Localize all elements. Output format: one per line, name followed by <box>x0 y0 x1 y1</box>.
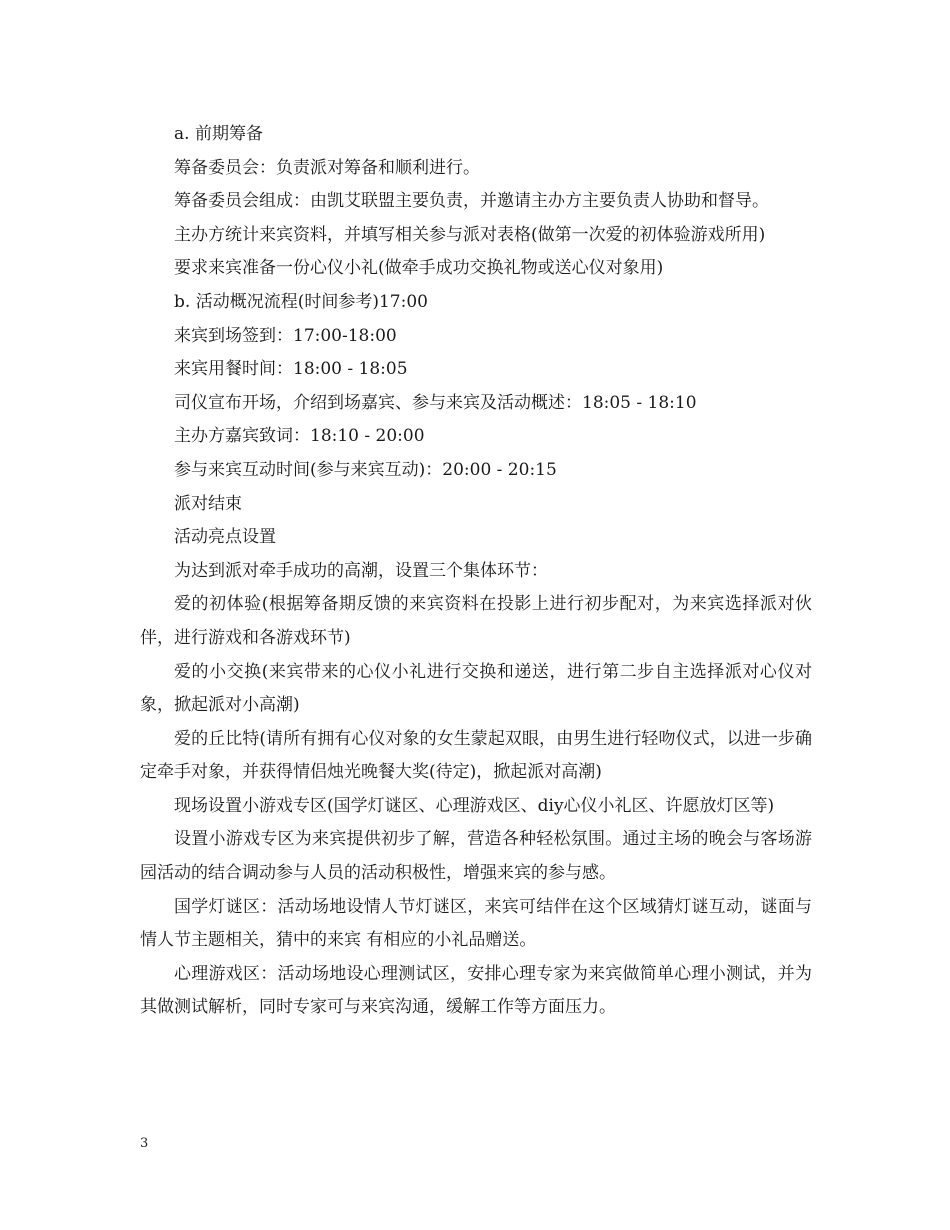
paragraph: 筹备委员会：负责派对筹备和顺利进行。 <box>174 157 480 178</box>
schedule-item: 参与来宾互动时间(参与来宾互动)：20:00 - 20:15 <box>174 459 557 480</box>
schedule-item: 来宾用餐时间：18:00 - 18:05 <box>174 359 408 380</box>
schedule-item: 主办方嘉宾致词：18:10 - 20:00 <box>174 426 425 447</box>
paragraph: 爱的小交换(来宾带来的心仪小礼进行交换和递送，进行第二步自主选择派对心仪对象，掀起派对小高潮) <box>140 661 812 716</box>
paragraph: 心理游戏区：活动场地设心理测试区，安排心理专家为来宾做简单心理小测试，并为其做测试解析，同时专家可与来宾沟通，缓解工作等方面压力。 <box>140 963 812 1018</box>
document-body <box>140 118 812 1025</box>
paragraph: 现场设置小游戏专区(国学灯谜区、心理游戏区、diy心仪小礼区、许愿放灯区等) <box>174 795 775 816</box>
section-heading-schedule: b. 活动概况流程(时间参考)17:00 <box>174 291 428 312</box>
paragraph: 爱的初体验(根据筹备期反馈的来宾资料在投影上进行初步配对，为来宾选择派对伙伴，进行游戏和各游戏环节) <box>140 594 812 648</box>
paragraph: 为达到派对牵手成功的高潮，设置三个集体环节： <box>174 560 548 581</box>
paragraph: 要求来宾准备一份心仪小礼(做牵手成功交换礼物或送心仪对象用) <box>174 258 664 279</box>
paragraph: 主办方统计来宾资料，并填写相关参与派对表格(做第一次爱的初体验游戏所用) <box>174 224 766 245</box>
paragraph: 国学灯谜区：活动场地设情人节灯谜区，来宾可结伴在这个区域猜灯谜互动，谜面与情人节主题相关，猜中的来宾 有相应的小礼品赠送。 <box>140 896 812 951</box>
schedule-item: 司仪宣布开场，介绍到场嘉宾、参与来宾及活动概述：18:05 - 18:10 <box>174 392 697 413</box>
section-heading-preparation: a. 前期筹备 <box>174 124 263 144</box>
page-number: 3 <box>140 1136 149 1151</box>
schedule-item: 派对结束 <box>174 493 242 514</box>
paragraph: 爱的丘比特(请所有拥有心仪对象的女生蒙起双眼，由男生进行轻吻仪式，以进一步确定牵手对象，并获得情侣烛光晚餐大奖(待定)，掀起派对高潮) <box>140 728 812 783</box>
section-heading-highlights: 活动亮点设置 <box>174 527 276 548</box>
paragraph: 设置小游戏专区为来宾提供初步了解，营造各种轻松氛围。通过主场的晚会与客场游园活动的结合调动参与人员的活动积极性，增强来宾的参与感。 <box>140 829 812 884</box>
schedule-item: 来宾到场签到：17:00-18:00 <box>174 325 397 346</box>
paragraph: 筹备委员会组成：由凯艾联盟主要负责，并邀请主办方主要负责人协助和督导。 <box>174 191 769 212</box>
